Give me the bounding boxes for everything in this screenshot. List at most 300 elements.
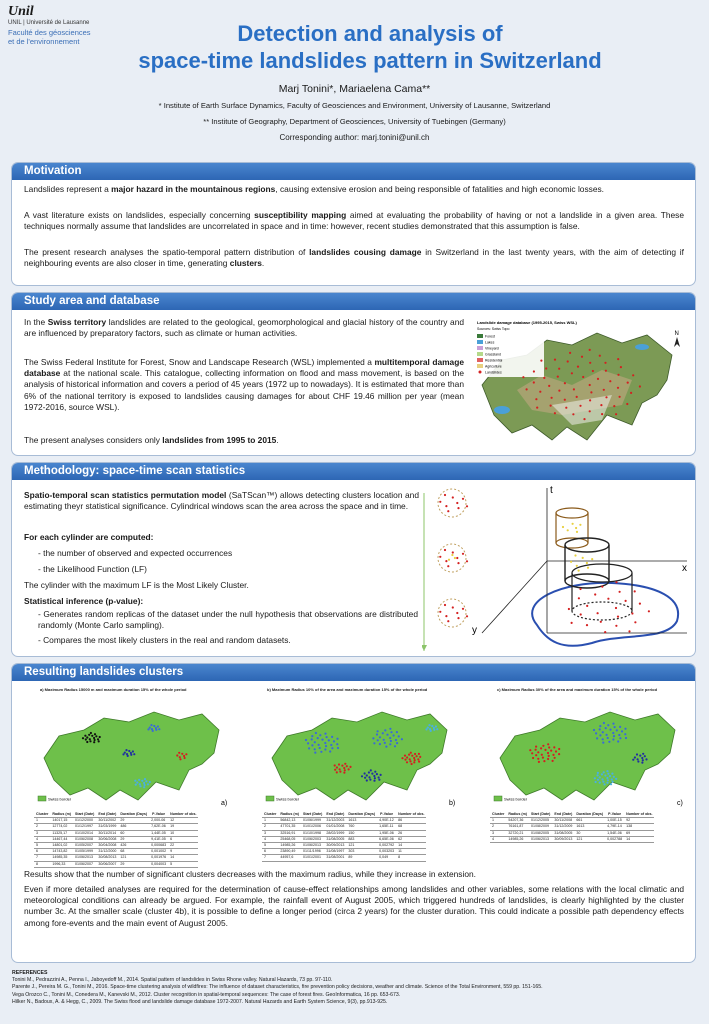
- cluster-point: [451, 554, 453, 556]
- text: A vast literature exists on landslides, especially concerning: [24, 210, 255, 220]
- cluster-point: [571, 622, 573, 624]
- panel-tag-a: a): [221, 800, 228, 807]
- table-cell: 68: [118, 849, 149, 855]
- cluster-point: [85, 738, 87, 740]
- cluster-point: [98, 740, 100, 742]
- cluster-point: [143, 782, 145, 784]
- cluster-point: [368, 771, 370, 773]
- logo-faculty-1: Faculté des géosciences: [8, 28, 91, 37]
- table-cell: 661: [574, 818, 605, 824]
- table-header-cell: P-Value: [377, 812, 396, 818]
- switzerland-shape: [500, 712, 675, 800]
- cluster-point: [326, 736, 328, 738]
- cluster-point: [589, 362, 591, 364]
- cluster-point: [607, 779, 609, 781]
- cluster-point: [599, 734, 601, 736]
- table-cell: 3: [34, 830, 50, 836]
- cluster-point: [576, 531, 578, 533]
- cluster-point: [406, 761, 408, 763]
- affiliation-2: ** Institute of Geography, Department of Geosciences, University of Tuebingen (Germany): [203, 117, 506, 126]
- table-cell: 1: [490, 818, 506, 824]
- table-cell: 7: [34, 855, 50, 861]
- cluster-point: [624, 728, 626, 730]
- cluster-point: [153, 725, 155, 727]
- cluster-point: [634, 590, 636, 592]
- table-cell: 01/06/2007: [73, 861, 96, 867]
- cluster-point: [319, 734, 321, 736]
- cylinder-1: [556, 508, 588, 548]
- table-cell: 12774,02: [50, 824, 73, 830]
- cluster-point: [320, 751, 322, 753]
- cluster-point: [615, 607, 617, 609]
- cluster-point: [364, 772, 366, 774]
- cluster-point: [396, 731, 398, 733]
- cluster-point: [452, 606, 454, 608]
- cluster-point: [567, 529, 569, 531]
- table-cell: 0,002792: [379, 843, 395, 848]
- cluster-point: [139, 785, 141, 787]
- cluster-point: [456, 502, 458, 504]
- table-cell: 14: [396, 843, 426, 849]
- north-label: N: [674, 331, 679, 337]
- cluster-point: [596, 774, 598, 776]
- table-row: [34, 861, 198, 867]
- text: The present research analyses the spatio-temporal pattern distribution of: [24, 247, 310, 257]
- cluster-point: [632, 759, 634, 761]
- results-p1: Results show that the number of significant clusters decreases with the maximum radius, while they increase in extension.: [24, 869, 476, 879]
- cluster-point: [634, 621, 636, 623]
- table-cell: 2: [34, 824, 50, 830]
- cluster-point: [543, 377, 545, 379]
- cluster-point: [452, 551, 454, 553]
- cluster-point: [132, 750, 134, 752]
- cluster-point: [404, 755, 406, 757]
- cluster-point: [567, 360, 569, 362]
- cluster-point: [603, 783, 605, 785]
- cluster-point: [447, 510, 449, 512]
- cluster-point: [609, 775, 611, 777]
- cluster-point: [150, 724, 152, 726]
- cluster-point: [641, 762, 643, 764]
- axis-x-label: x: [682, 563, 687, 574]
- cluster-point: [314, 741, 316, 743]
- map-title-a: a) Maximum Radius 15000 m and maximum duration 15% of the whole period: [40, 687, 187, 692]
- cluster-point: [617, 358, 619, 360]
- cluster-point: [538, 761, 540, 763]
- text: The Swiss Federal Institute for Forest, Snow and Landscape Research (WSL) implemented a: [24, 357, 375, 367]
- cluster-point: [311, 744, 313, 746]
- cluster-point: [620, 366, 622, 368]
- cluster-point: [541, 754, 543, 756]
- table-header-cell: P-Value: [149, 812, 168, 818]
- cluster-point: [599, 776, 601, 778]
- table-cell: 86: [396, 818, 426, 824]
- table-cell: 2,000-06: [149, 818, 168, 824]
- legend-item: Vineyard: [485, 346, 499, 351]
- cluster-point: [601, 778, 603, 780]
- logo-faculty-2: et de l'environnement: [8, 37, 80, 46]
- cluster-point: [550, 405, 552, 407]
- cluster-point: [576, 396, 578, 398]
- cluster-point: [569, 352, 571, 354]
- motivation-p3: [24, 247, 684, 269]
- cluster-point: [377, 730, 379, 732]
- cluster-point: [617, 616, 619, 618]
- cluster-point: [361, 775, 363, 777]
- reference-item: Hilker N., Badoux, A. & Hegg, C., 2009. The Swiss flood and landslide damage database 1972-2007. Natural Hazards and Earth System Science, 9(3), pp.913-925.: [12, 998, 388, 1005]
- cluster-point: [447, 620, 449, 622]
- axis-t-label: t: [550, 485, 553, 496]
- cluster-point: [89, 740, 91, 742]
- cluster-point: [599, 725, 601, 727]
- cluster-point: [149, 727, 151, 729]
- cluster-point: [573, 388, 575, 390]
- cluster-point: [86, 741, 88, 743]
- table-cell: 30/09/2013: [554, 836, 573, 841]
- cluster-point: [124, 752, 126, 754]
- cluster-point: [607, 773, 609, 775]
- table-cell: 760: [346, 824, 377, 830]
- logo-university: UNIL | Université de Lausanne: [8, 20, 90, 26]
- table-cell: 01/06/2013: [301, 843, 324, 849]
- cluster-point: [376, 773, 378, 775]
- cluster-point: [627, 382, 629, 384]
- cluster-point: [554, 359, 556, 361]
- cluster-point: [372, 737, 374, 739]
- table-cell: 30/11/2002: [96, 818, 118, 824]
- table-cell: 60: [118, 830, 149, 836]
- cluster-point: [379, 736, 381, 738]
- methodology-heading: Methodology: space-time scan statistics: [12, 463, 695, 480]
- cluster-point: [130, 754, 132, 756]
- table-cell: 0,049: [377, 855, 396, 861]
- table-cell: 31/08/1997: [326, 849, 345, 854]
- cluster-point: [157, 725, 159, 727]
- cluster-point: [536, 407, 538, 409]
- cluster-point: [373, 780, 375, 782]
- cluster-point: [179, 756, 181, 758]
- cluster-point: [389, 737, 391, 739]
- scan-window-circle: [438, 489, 466, 517]
- cluster-point: [540, 747, 542, 749]
- cluster-point: [531, 752, 533, 754]
- table-cell: 30/08/2013: [98, 855, 117, 860]
- table-cell: 7,62E-06: [149, 824, 168, 830]
- cluster-point: [88, 734, 90, 736]
- title-line-2: space-time landslides pattern in Switzerland: [138, 48, 602, 73]
- table-cell: 7: [262, 855, 278, 861]
- table-cell: 2: [262, 824, 278, 830]
- cluster-point: [329, 750, 331, 752]
- y-axis: [482, 561, 547, 633]
- cluster-point: [586, 624, 588, 626]
- table-cell: 883: [346, 836, 377, 842]
- cluster-point: [462, 553, 464, 555]
- title-line-1: Detection and analysis of: [237, 21, 503, 46]
- cluster-point: [610, 783, 612, 785]
- table-cell: 89: [346, 855, 377, 861]
- cluster-point: [144, 784, 146, 786]
- table-cell: 29: [118, 836, 149, 842]
- cluster-point: [99, 736, 101, 738]
- cluster-point: [369, 779, 371, 781]
- cluster-point: [414, 759, 416, 761]
- table-header-cell: Duration (Days): [576, 812, 604, 816]
- cluster-point: [324, 742, 326, 744]
- results-heading: Resulting landslides clusters: [12, 664, 695, 681]
- legend-item: Grassland: [485, 352, 501, 357]
- cluster-point: [589, 384, 591, 386]
- table-cell: 30/06/2007: [98, 861, 117, 866]
- table-cell: 01/10/1998: [301, 830, 324, 836]
- table-cell: 1,95E-06: [377, 830, 396, 836]
- table-cell: 121: [574, 836, 605, 842]
- table-cell: 1613: [346, 818, 377, 824]
- table-cell: 01/10/2014: [73, 830, 96, 836]
- text-bold: multitemporal damage database: [24, 357, 464, 379]
- cluster-point: [409, 760, 411, 762]
- cluster-point: [564, 399, 566, 401]
- cluster-point: [145, 780, 147, 782]
- cluster-point: [439, 501, 441, 503]
- cluster-point: [330, 744, 332, 746]
- cluster-point: [86, 736, 88, 738]
- table-row: [262, 849, 426, 855]
- cluster-table-a: [34, 812, 198, 868]
- cluster-point: [466, 560, 468, 562]
- table-cell: 3: [490, 830, 506, 836]
- table-cell: 14743,82: [50, 849, 73, 855]
- cluster-point: [552, 754, 554, 756]
- legend-swatch: [266, 796, 274, 801]
- table-row: [262, 818, 426, 824]
- cluster-point: [364, 777, 366, 779]
- cluster-point: [533, 370, 535, 372]
- cluster-point: [615, 625, 617, 627]
- cluster-point: [418, 761, 420, 763]
- cluster-point: [597, 772, 599, 774]
- scan-window-circle: [438, 599, 466, 627]
- cluster-point: [537, 758, 539, 760]
- cluster-point: [596, 737, 598, 739]
- cluster-point: [595, 781, 597, 783]
- cluster-point: [583, 418, 585, 420]
- legend-item: Lakes: [485, 340, 495, 345]
- cluster-point: [377, 739, 379, 741]
- method-p1: [24, 490, 419, 512]
- cluster-point: [591, 558, 593, 560]
- cluster-point: [378, 776, 380, 778]
- text: landslides are related to the geological, geomorphological and glacial history of the country and are influenced by preparatory factors, such as climate or human activities.: [24, 317, 465, 339]
- table-header-cell: P-Value: [605, 812, 624, 818]
- cluster-point: [614, 726, 616, 728]
- method-h3: Statistical inference (p-value):: [24, 596, 144, 606]
- legend-label-a: Swiss border: [48, 796, 72, 802]
- references: [12, 970, 695, 1006]
- table-cell: 1,44E-05: [149, 830, 168, 836]
- cluster-point: [606, 777, 608, 779]
- study-p3: [24, 435, 464, 446]
- cluster-point: [404, 759, 406, 761]
- table-cell: 4: [262, 836, 278, 842]
- cluster-point: [586, 562, 588, 564]
- text-bold: Spatio-temporal scan statistics permutation model: [24, 490, 227, 500]
- table-cell: 2: [490, 824, 506, 830]
- cluster-table-c: [490, 812, 654, 843]
- panel-tag-b: b): [449, 800, 456, 807]
- table-cell: 14985,26: [278, 843, 301, 849]
- cluster-point: [611, 773, 613, 775]
- cluster-point: [452, 496, 454, 498]
- cluster-point: [617, 740, 619, 742]
- cluster-point: [601, 773, 603, 775]
- cluster-map-a: [34, 698, 234, 808]
- cluster-point: [339, 771, 341, 773]
- legend-swatch: [38, 796, 46, 801]
- table-row: [34, 824, 198, 830]
- cluster-point: [336, 771, 338, 773]
- table-row: [34, 843, 198, 849]
- table-cell: 30/11/2014: [96, 830, 118, 836]
- cluster-point: [613, 776, 615, 778]
- cluster-point: [582, 376, 584, 378]
- cluster-point: [93, 737, 95, 739]
- legend-item: Landslides: [485, 370, 502, 375]
- table-cell: 1613: [574, 824, 605, 830]
- table-cell: 30: [574, 830, 605, 836]
- table-cell: 76161,87: [506, 824, 529, 830]
- cluster-point: [389, 728, 391, 730]
- text: aimed at evaluating the probability of having or not a landslide in a given area. These techniques normally assume that landslides are uncorrelated in space and in time: however, recent studies demonstrated that this assumption is false.: [24, 210, 685, 232]
- cluster-point: [612, 738, 614, 740]
- cluster-point: [414, 753, 416, 755]
- table-cell: 14017,15: [50, 818, 73, 824]
- cluster-point: [305, 739, 307, 741]
- cluster-point: [605, 727, 607, 729]
- cluster-point: [604, 631, 606, 633]
- cluster-point: [408, 754, 410, 756]
- cluster-point: [628, 630, 630, 632]
- cluster-point: [324, 733, 326, 735]
- cluster-point: [466, 615, 468, 617]
- table-cell: 5: [262, 843, 278, 849]
- cluster-point: [393, 734, 395, 736]
- cluster-map-b: [262, 698, 462, 808]
- text-bold: clusters: [229, 258, 262, 269]
- cluster-point: [612, 723, 614, 725]
- table-cell: 19: [168, 824, 198, 830]
- cluster-point: [444, 549, 446, 551]
- table-row: [262, 824, 426, 830]
- cluster-point: [158, 728, 160, 730]
- references-heading: REFERENCES: [12, 970, 48, 976]
- cluster-point: [84, 735, 86, 737]
- table-cell: 14985,26: [506, 836, 529, 842]
- cluster-point: [435, 725, 437, 727]
- cluster-point: [389, 743, 391, 745]
- cluster-point: [533, 381, 535, 383]
- text: Landslides represent a: [24, 184, 112, 194]
- table-cell: 1,65E-11: [377, 824, 396, 830]
- table-cell: 92: [624, 818, 654, 824]
- affiliation-1: * Institute of Earth Surface Dynamics, Faculty of Geosciences and Environment, University of Lausanne, Switzerland: [158, 101, 551, 110]
- cluster-point: [447, 565, 449, 567]
- cluster-point: [547, 743, 549, 745]
- cluster-point: [642, 753, 644, 755]
- cluster-point: [141, 780, 143, 782]
- legend-label-c: Swiss border: [504, 796, 528, 802]
- cluster-point: [136, 781, 138, 783]
- cluster-point: [542, 745, 544, 747]
- small-cylinders: [438, 489, 468, 627]
- corresponding-author: Corresponding author: marj.tonini@unil.ch: [279, 133, 430, 142]
- cluster-point: [644, 755, 646, 757]
- table-cell: 31/08/2005: [326, 836, 345, 841]
- cluster-point: [409, 758, 411, 760]
- table-cell: 6: [34, 849, 50, 855]
- cluster-point: [616, 729, 618, 731]
- cluster-point: [630, 392, 632, 394]
- cluster-point: [526, 388, 528, 390]
- text-bold: landslides from 1995 to 2015: [162, 435, 277, 445]
- cluster-point: [604, 362, 606, 364]
- cluster-point: [606, 734, 608, 736]
- cluster-point: [343, 772, 345, 774]
- method-li1: - the number of observed and expected occurrences: [38, 548, 233, 558]
- cluster-point: [634, 756, 636, 758]
- cluster-point: [553, 746, 555, 748]
- cluster-point: [413, 757, 415, 759]
- study-heading: Study area and database: [12, 293, 695, 310]
- reference-item: Tonini M., Pedrazzini A., Penna I., Jaboyedoff M., 2014. Spatial pattern of landslides in Swiss Rhone valley. Natural Hazards, 73 pp. 97-110.: [12, 977, 333, 984]
- switzerland-relief-map: [472, 315, 687, 450]
- cluster-point: [601, 586, 603, 588]
- cluster-point: [579, 524, 581, 526]
- map-lake-geneva: [494, 406, 510, 414]
- cluster-point: [607, 737, 609, 739]
- cluster-point: [410, 752, 412, 754]
- cluster-point: [529, 749, 531, 751]
- cluster-point: [615, 413, 617, 415]
- cluster-point: [94, 733, 96, 735]
- cluster-point: [548, 385, 550, 387]
- logo-wordmark: Unil: [8, 4, 34, 19]
- table-cell: 01/01/2001: [301, 855, 324, 861]
- cluster-point: [555, 750, 557, 752]
- cluster-point: [639, 385, 641, 387]
- cylinder-3: [572, 564, 632, 620]
- table-cell: 26: [396, 830, 426, 836]
- cluster-point: [522, 376, 524, 378]
- cluster-point: [94, 739, 96, 741]
- text: , causing extensive erosion and being responsible of fatalities and high economic losses.: [275, 184, 605, 194]
- cluster-point: [645, 758, 647, 760]
- cluster-point: [618, 734, 620, 736]
- cluster-point: [599, 782, 601, 784]
- cluster-point: [558, 753, 560, 755]
- cluster-point: [462, 498, 464, 500]
- cluster-point: [599, 728, 601, 730]
- cluster-point: [398, 735, 400, 737]
- cluster-point: [307, 742, 309, 744]
- cluster-point: [609, 380, 611, 382]
- cluster-point: [636, 753, 638, 755]
- cluster-point: [631, 612, 633, 614]
- cluster-point: [344, 769, 346, 771]
- cluster-point: [639, 603, 641, 605]
- cluster-point: [642, 759, 644, 761]
- cluster-point: [439, 611, 441, 613]
